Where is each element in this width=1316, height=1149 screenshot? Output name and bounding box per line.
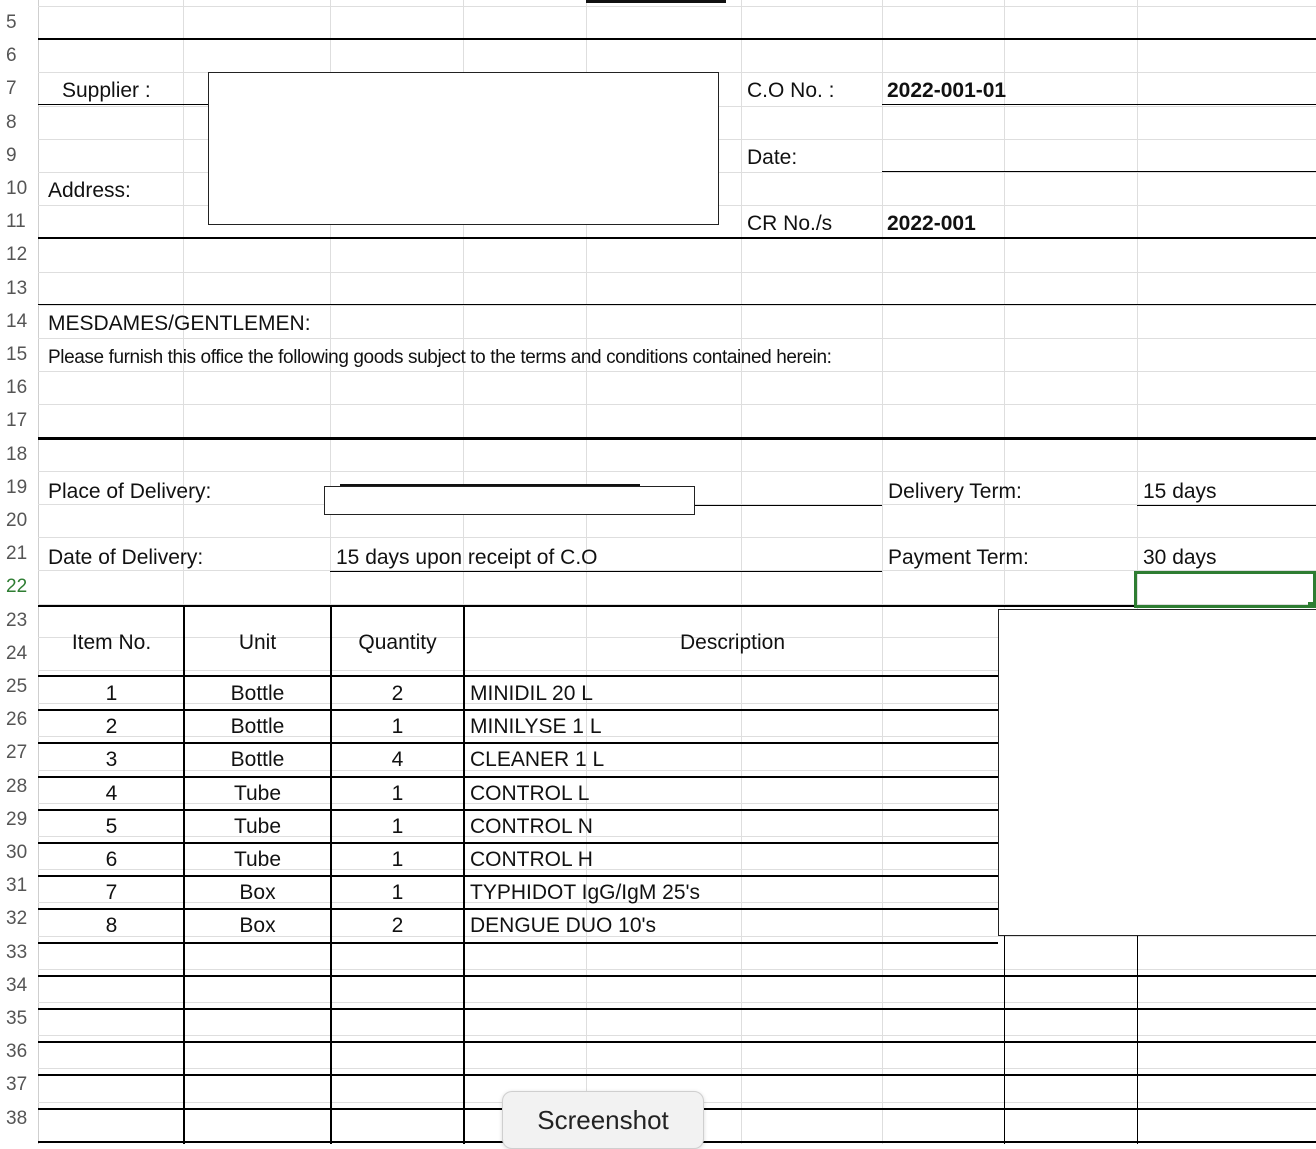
cell-item[interactable]: 8: [105, 914, 118, 937]
clipped-title-fragment: [586, 0, 726, 3]
row-header[interactable]: 10: [6, 178, 28, 199]
cell-unit[interactable]: Tube: [233, 815, 282, 838]
row-header[interactable]: 30: [6, 842, 28, 863]
row-header[interactable]: 36: [6, 1041, 28, 1063]
cell-unit[interactable]: Bottle: [230, 748, 285, 771]
cell-unit[interactable]: Box: [239, 881, 276, 904]
cell-item[interactable]: 7: [105, 881, 118, 904]
border-line: [1137, 935, 1138, 1144]
row-header[interactable]: 15: [6, 344, 28, 365]
cell-item[interactable]: 4: [105, 782, 118, 805]
co-no-label: C.O No. :: [747, 79, 835, 102]
border-line: [38, 38, 1316, 40]
cell-unit[interactable]: Box: [239, 914, 276, 937]
grid-row-line: [38, 1068, 1316, 1069]
cell-qty[interactable]: 1: [391, 715, 404, 738]
row-header[interactable]: 17: [6, 410, 28, 432]
cell-unit[interactable]: Bottle: [230, 715, 285, 738]
border-line: [38, 304, 1316, 305]
salutation: MESDAMES/GENTLEMEN:: [48, 312, 311, 335]
cell-unit[interactable]: Tube: [233, 782, 282, 805]
place-of-delivery-label: Place of Delivery:: [48, 480, 212, 503]
cell-desc[interactable]: MINILYSE 1 L: [470, 715, 602, 738]
grid-row-line: [38, 6, 1316, 7]
cell-qty[interactable]: 1: [391, 782, 404, 805]
cell-unit[interactable]: Bottle: [230, 682, 285, 705]
grid-row-line: [38, 1035, 1316, 1036]
col-header-unit: Unit: [238, 631, 277, 654]
col-header-quantity: Quantity: [358, 631, 437, 654]
grid-row-line: [38, 272, 1316, 273]
payment-term-label: Payment Term:: [888, 546, 1029, 569]
date-of-delivery-value[interactable]: 15 days upon receipt of C.O: [336, 546, 598, 569]
delivery-term-label: Delivery Term:: [888, 480, 1022, 503]
row-header[interactable]: 20: [6, 510, 28, 531]
grid-row-line: [38, 969, 1316, 970]
cell-desc[interactable]: TYPHIDOT IgG/IgM 25's: [470, 881, 701, 904]
cr-no-value[interactable]: 2022-001: [887, 212, 976, 235]
row-header[interactable]: 18: [6, 443, 28, 465]
row-header[interactable]: 16: [6, 377, 28, 399]
date-of-delivery-label: Date of Delivery:: [48, 546, 204, 569]
fill-handle[interactable]: [1308, 602, 1314, 608]
row-header[interactable]: 21: [6, 543, 28, 565]
row-header[interactable]: 34: [6, 974, 28, 996]
cell-desc[interactable]: CONTROL H: [470, 848, 593, 871]
grid-row-line: [38, 537, 1316, 538]
date-label: Date:: [747, 146, 798, 169]
row-header[interactable]: 12: [6, 244, 28, 266]
grid-row-line: [38, 404, 1316, 405]
cell-desc[interactable]: CONTROL L: [470, 782, 590, 805]
row-header[interactable]: 38: [6, 1107, 28, 1129]
row-header[interactable]: 27: [6, 742, 28, 764]
row-header[interactable]: 37: [6, 1074, 28, 1096]
border-line: [882, 171, 1316, 172]
grid-row-line: [38, 471, 1316, 472]
table-row-line: [38, 1041, 1316, 1043]
row-header[interactable]: 7: [6, 78, 17, 100]
cell-qty[interactable]: 2: [391, 914, 404, 937]
row-header[interactable]: 35: [6, 1008, 28, 1029]
row-header[interactable]: 22: [6, 576, 28, 598]
cell-item[interactable]: 1: [105, 682, 118, 705]
row-header[interactable]: 5: [6, 12, 17, 33]
border-line: [1004, 935, 1005, 1144]
border-line: [38, 237, 1316, 239]
address-label: Address:: [48, 179, 131, 202]
row-header[interactable]: 19: [6, 476, 28, 498]
cell-item[interactable]: 2: [105, 715, 118, 738]
instruction-text: Please furnish this office the following goods subject to the terms and conditions contained herein:: [48, 347, 832, 368]
supplier-label: Supplier :: [62, 79, 151, 102]
cell-desc[interactable]: CLEANER 1 L: [470, 748, 605, 771]
cell-qty[interactable]: 4: [391, 748, 404, 771]
delivery-term-value[interactable]: 15 days: [1143, 480, 1217, 503]
screenshot-toast[interactable]: Screenshot: [502, 1091, 704, 1149]
table-row-line: [38, 1008, 1316, 1010]
border-line: [694, 505, 882, 506]
col-header-description: Description: [679, 631, 786, 654]
cell-qty[interactable]: 1: [391, 815, 404, 838]
table-row-line: [38, 975, 1316, 977]
supplier-redaction-box: [208, 72, 719, 225]
row-header[interactable]: 11: [6, 211, 26, 233]
row-header[interactable]: 29: [6, 808, 28, 830]
row-header[interactable]: 31: [6, 875, 28, 897]
co-no-value[interactable]: 2022-001-01: [887, 79, 1007, 102]
row-header[interactable]: 8: [6, 111, 17, 133]
cell-item[interactable]: 5: [105, 815, 118, 838]
cell-qty[interactable]: 1: [391, 848, 404, 871]
row-header[interactable]: 6: [6, 45, 17, 67]
row-header[interactable]: 9: [6, 144, 17, 166]
row-header[interactable]: 32: [6, 908, 28, 930]
row-header[interactable]: 26: [6, 709, 28, 731]
payment-term-value[interactable]: 30 days: [1143, 546, 1217, 569]
price-redaction-box: [998, 609, 1316, 936]
border-line: [38, 605, 1316, 607]
cell-item[interactable]: 3: [105, 748, 118, 771]
active-cell-selection[interactable]: [1134, 571, 1316, 608]
place-redaction-box: [324, 486, 695, 515]
cell-qty[interactable]: 1: [391, 881, 404, 904]
cell-desc[interactable]: CONTROL N: [470, 815, 593, 838]
border-line: [38, 437, 1316, 440]
cell-unit[interactable]: Tube: [233, 848, 282, 871]
row-header[interactable]: 33: [6, 941, 28, 963]
cr-no-label: CR No./s: [747, 212, 833, 235]
col-header-item-no: Item No.: [71, 631, 152, 654]
cell-qty[interactable]: 2: [391, 682, 404, 705]
row-header[interactable]: 28: [6, 775, 28, 797]
cell-item[interactable]: 6: [105, 848, 118, 871]
table-row-line: [38, 942, 998, 944]
row-header[interactable]: 14: [6, 310, 28, 332]
grid-row-line: [38, 1002, 1316, 1003]
row-header[interactable]: 24: [6, 642, 28, 664]
row-header[interactable]: 23: [6, 609, 28, 631]
row-header[interactable]: 25: [6, 676, 28, 697]
row-header[interactable]: 13: [6, 277, 28, 299]
cell-desc[interactable]: DENGUE DUO 10's: [470, 914, 657, 937]
table-row-line: [38, 1074, 1316, 1076]
grid-row-line: [38, 305, 1316, 306]
cell-desc[interactable]: MINIDIL 20 L: [470, 682, 593, 705]
